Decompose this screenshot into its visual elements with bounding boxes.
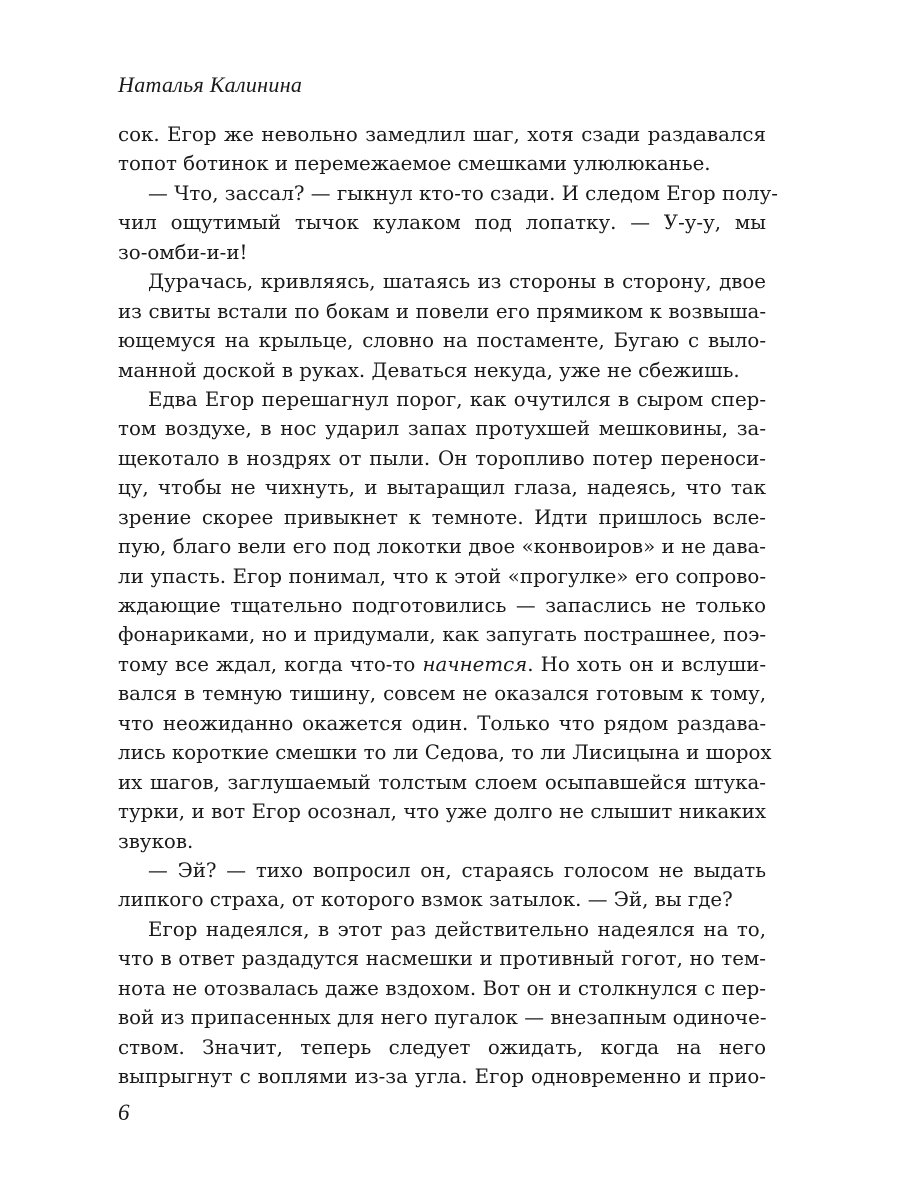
text-line bbox=[118, 326, 766, 355]
text-line bbox=[118, 297, 766, 326]
text-line-content-after: . Но хоть он и вслуши- bbox=[527, 652, 766, 676]
text-line-content: щекотало в ноздрях от пыли. Он торопливо потер переноси- bbox=[118, 446, 766, 470]
text-line-content: цу, чтобы не чихнуть, и вытаращил глаза, надеясь, что так bbox=[118, 476, 766, 500]
text-line bbox=[118, 1062, 766, 1091]
text-line bbox=[118, 650, 766, 679]
text-line-content: лись короткие смешки то ли Седова, то ли Лисицына и шорох bbox=[118, 741, 772, 765]
text-line bbox=[118, 620, 766, 649]
text-line-content: вался в темную тишину, совсем не оказался готовым к тому, bbox=[118, 682, 766, 706]
text-line-content: ющемуся на крыльце, словно на постаменте, Бугаю с выло- bbox=[118, 329, 766, 353]
text-line-content: пую, благо вели его под локотки двое «конвоиров» и не дава- bbox=[118, 535, 766, 559]
text-line bbox=[118, 532, 766, 561]
text-line bbox=[118, 974, 766, 1003]
text-line-content: их шагов, заглушаемый толстым слоем осыпавшейся штука- bbox=[118, 770, 766, 794]
text-line-content: манной доской в руках. Деваться некуда, уже не сбежишь. bbox=[118, 358, 740, 382]
text-line-content: — Что, зассал? — гыкнул кто-то сзади. И следом Егор полу- bbox=[148, 181, 778, 205]
text-line bbox=[118, 267, 766, 296]
text-line bbox=[118, 179, 778, 208]
text-line-content: Егор надеялся, в этот раз действительно надеялся на то, bbox=[148, 917, 766, 941]
text-line-content: фонариками, но и придумали, как запугать пострашнее, поэ- bbox=[118, 623, 766, 647]
text-line bbox=[118, 149, 766, 178]
text-line-content: что неожиданно окажется один. Только что рядом раздава- bbox=[118, 711, 766, 735]
text-line-content: тому все ждал, когда что-то bbox=[118, 652, 423, 676]
text-line-content: нота не отозвалась даже вздохом. Вот он и столкнулся с пер- bbox=[118, 976, 766, 1000]
text-line-content: турки, и вот Егор осознал, что уже долго не слышит никаких bbox=[118, 800, 766, 824]
text-line bbox=[118, 738, 772, 767]
text-line bbox=[118, 768, 766, 797]
text-line bbox=[118, 856, 766, 885]
text-line-content: чил ощутимый тычок кулаком под лопатку. — У-у-у, мы bbox=[118, 211, 766, 235]
text-line bbox=[118, 885, 766, 914]
text-line-content: вой из припасенных для него пугалок — внезапным одиноче- bbox=[118, 1006, 767, 1030]
text-line bbox=[118, 1033, 766, 1062]
text-line bbox=[118, 797, 766, 826]
text-line-content: ждающие тщательно подготовились — запаслись не только bbox=[118, 594, 766, 617]
text-line bbox=[118, 414, 766, 443]
text-line bbox=[118, 827, 766, 856]
text-line-content: том воздухе, в нос ударил запах протухшей мешковины, за- bbox=[118, 417, 766, 441]
text-line-content: зо-омби-и-и! bbox=[118, 240, 248, 264]
text-line bbox=[118, 591, 766, 620]
text-line-content: сок. Егор же невольно замедлил шаг, хотя сзади раздавался bbox=[118, 123, 766, 146]
text-line-content: зрение скорее привыкнет к темноте. Идти пришлось всле- bbox=[118, 505, 766, 529]
text-line-content: звуков. bbox=[118, 829, 194, 853]
text-line bbox=[118, 444, 766, 473]
text-line bbox=[118, 120, 766, 149]
text-line bbox=[118, 915, 766, 944]
text-line-content: ством. Значит, теперь следует ожидать, когда на него bbox=[118, 1035, 766, 1059]
text-line bbox=[118, 503, 766, 532]
text-line bbox=[118, 679, 766, 708]
text-line-content: Едва Егор перешагнул порог, как очутился в сыром спер- bbox=[148, 387, 766, 411]
text-line-emphasis: начнется bbox=[422, 652, 528, 676]
text-line-content: липкого страха, от которого взмок затылок. — Эй, вы где? bbox=[118, 888, 733, 912]
text-line bbox=[118, 208, 766, 237]
page-number: 6 bbox=[118, 1100, 130, 1125]
text-line bbox=[118, 1003, 766, 1032]
text-line-content: что в ответ раздадутся насмешки и противный гогот, но тем- bbox=[118, 947, 766, 971]
text-line bbox=[118, 944, 766, 973]
text-line bbox=[118, 473, 766, 502]
body-text bbox=[118, 120, 778, 1091]
text-line-content: ли упасть. Егор понимал, что к этой «прогулке» его сопрово- bbox=[118, 564, 766, 588]
text-line bbox=[118, 562, 766, 591]
text-line-content: выпрыгнут с воплями из-за угла. Егор одновременно и прио- bbox=[118, 1065, 766, 1088]
text-line bbox=[118, 238, 766, 267]
text-line-content: — Эй? — тихо вопросил он, стараясь голосом не выдать bbox=[148, 858, 766, 882]
text-line bbox=[118, 385, 766, 414]
text-line-content: из свиты встали по бокам и повели его прямиком к возвыша- bbox=[118, 299, 766, 323]
text-line bbox=[118, 356, 766, 385]
running-head-author: Наталья Калинина bbox=[118, 72, 303, 97]
text-line bbox=[118, 709, 766, 738]
text-line-content: Дурачась, кривляясь, шатаясь из стороны в сторону, двое bbox=[148, 270, 766, 294]
text-line-content: топот ботинок и перемежаемое смешками улюлюканье. bbox=[118, 152, 711, 176]
